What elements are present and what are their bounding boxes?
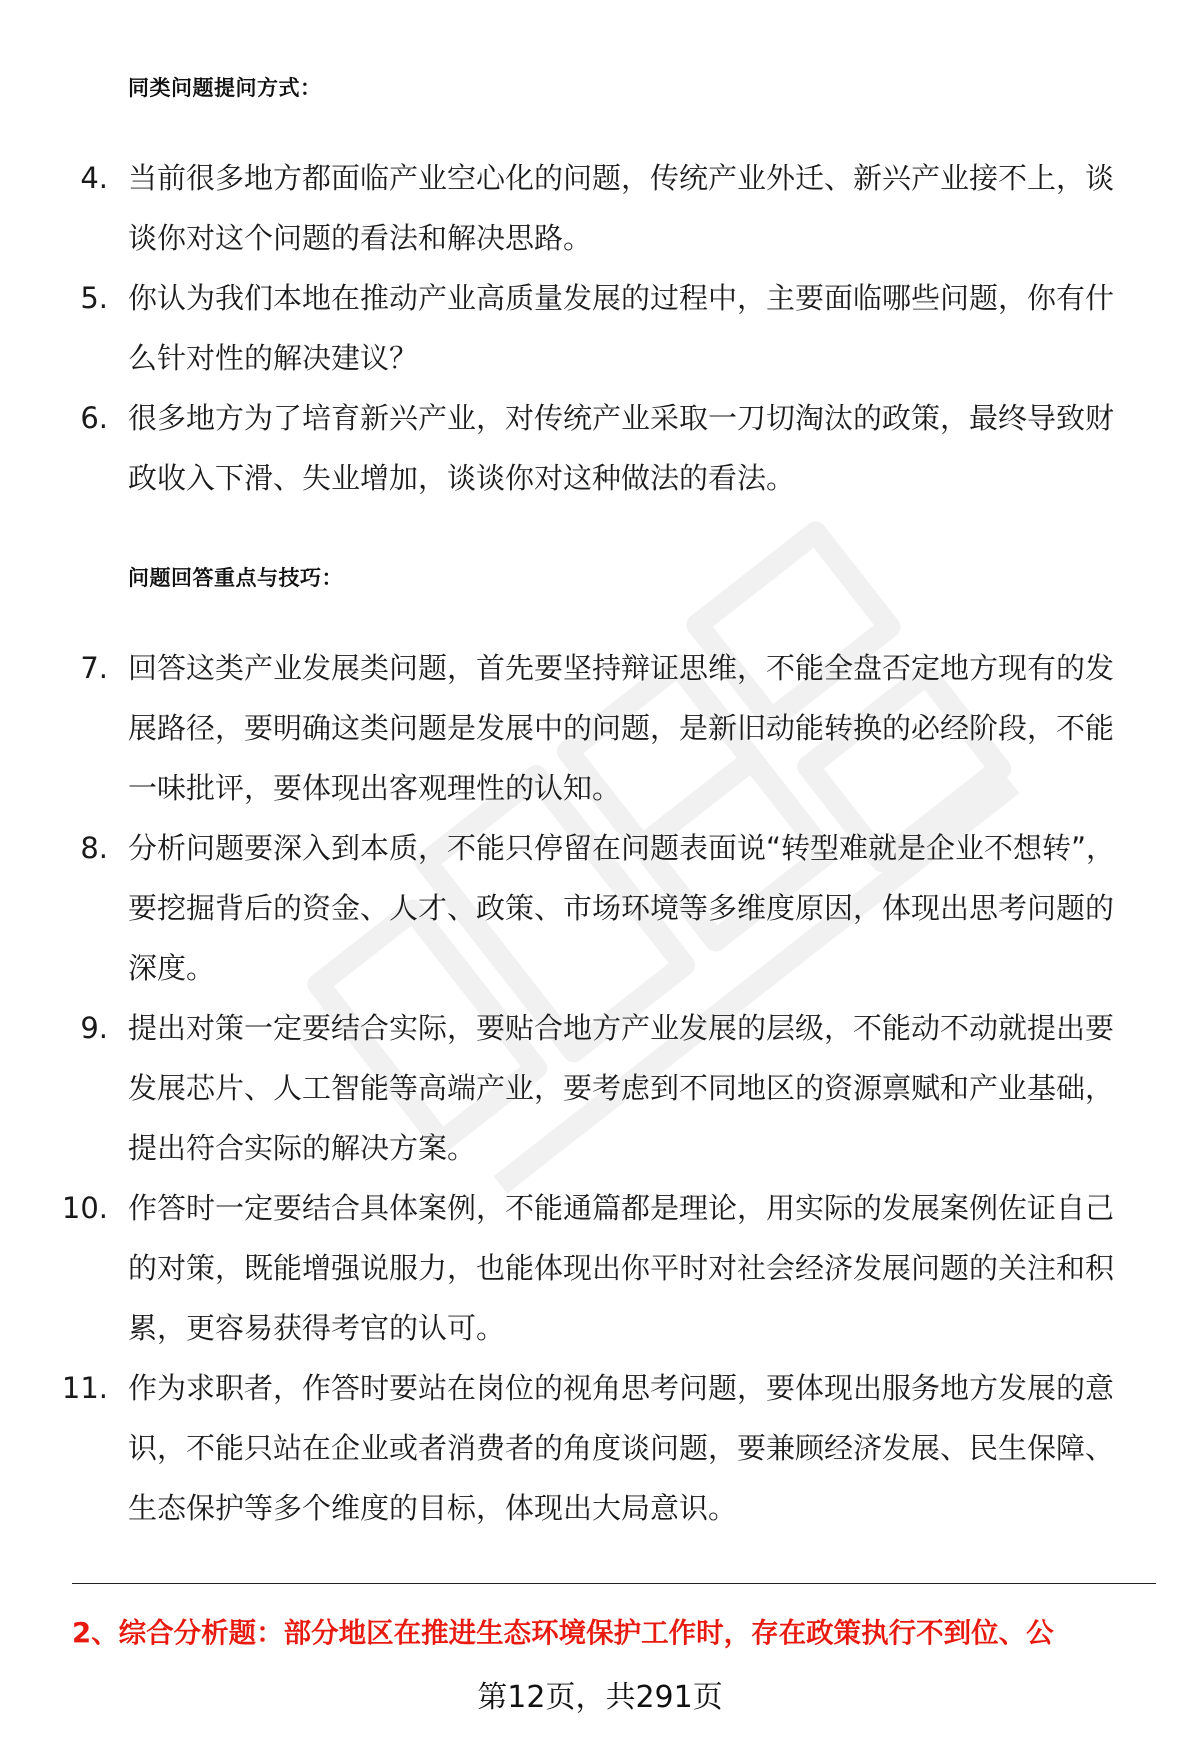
list-item-number: 6. — [80, 401, 108, 435]
list-item-text: 分析问题要深入到本质，不能只停留在问题表面说“转型难就是企业不想转”，要挖掘背后的资金、人才、政策、市场环境等多维度原因，体现出思考问题的深度。 — [128, 831, 1116, 985]
next-question-title: 2、综合分析题：部分地区在推进生态环境保护工作时，存在政策执行不到位、公 — [72, 1617, 1054, 1649]
list-item — [0, 388, 1200, 508]
page-number-footer: 第12页，共291页 — [477, 1680, 723, 1715]
list-item-text: 当前很多地方都面临产业空心化的问题，传统产业外迁、新兴产业接不上，谈谈你对这个问题的看法和解决思路。 — [128, 161, 1115, 255]
list-item-number: 10. — [61, 1191, 108, 1225]
answer-tips-list — [0, 638, 1200, 1538]
list-item-number: 11. — [61, 1371, 108, 1405]
list-item-text: 你认为我们本地在推动产业高质量发展的过程中，主要面临哪些问题，你有什么针对性的解决建议？ — [128, 281, 1115, 375]
list-item-text: 提出对策一定要结合实际，要贴合地方产业发展的层级，不能动不动就提出要发展芯片、人工智能等高端产业，要考虑到不同地区的资源禀赋和产业基础，提出符合实际的解决方案。 — [128, 1011, 1115, 1165]
list-item-number: 4. — [80, 161, 108, 195]
list-item-text: 很多地方为了培育新兴产业，对传统产业采取一刀切淘汰的政策，最终导致财政收入下滑、失业增加，谈谈你对这种做法的看法。 — [128, 401, 1115, 495]
list-item — [0, 638, 1200, 818]
list-item — [0, 998, 1200, 1178]
list-item-number: 7. — [80, 651, 108, 685]
list-item-number: 8. — [80, 831, 108, 865]
similar-questions-heading: 同类问题提问方式： — [128, 76, 322, 100]
list-item-text: 作为求职者，作答时要站在岗位的视角思考问题，要体现出服务地方发展的意识，不能只站在企业或者消费者的角度谈问题，要兼顾经济发展、民生保障、生态保护等多个维度的目标，体现出大局意识。 — [128, 1371, 1115, 1525]
list-item-number: 5. — [80, 281, 108, 315]
list-item-text: 作答时一定要结合具体案例，不能通篇都是理论，用实际的发展案例佐证自己的对策，既能增强说服力，也能体现出你平时对社会经济发展问题的关注和积累，更容易获得考官的认可。 — [128, 1191, 1115, 1345]
list-item — [0, 818, 1200, 998]
list-item — [0, 148, 1200, 268]
section-divider — [72, 1583, 1156, 1584]
list-item — [0, 268, 1200, 388]
similar-questions-list — [0, 148, 1200, 508]
answer-tips-heading: 问题回答重点与技巧： — [128, 566, 343, 590]
list-item-text: 回答这类产业发展类问题，首先要坚持辩证思维，不能全盘否定地方现有的发展路径，要明确这类问题是发展中的问题，是新旧动能转换的必经阶段，不能一味批评，要体现出客观理性的认知。 — [128, 651, 1115, 805]
list-item-number: 9. — [80, 1011, 108, 1045]
list-item — [0, 1358, 1200, 1538]
list-item — [0, 1178, 1200, 1358]
